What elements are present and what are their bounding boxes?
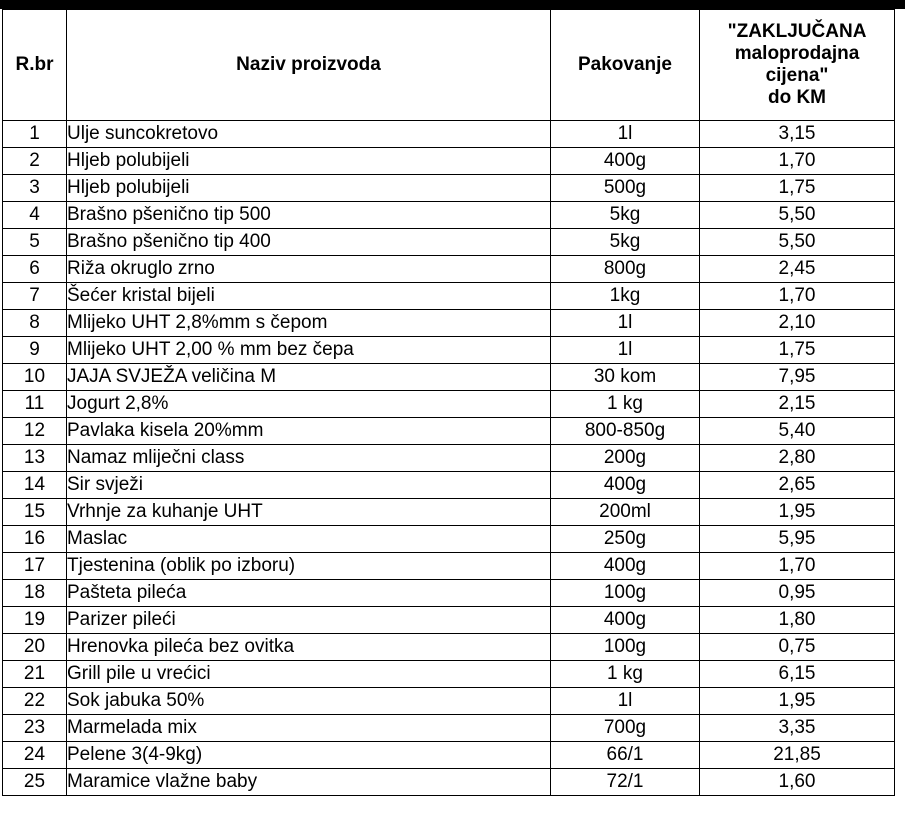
header-price-line: maloprodajna xyxy=(734,43,860,64)
cell-nr: 5 xyxy=(3,229,67,256)
cell-nr: 21 xyxy=(3,661,67,688)
cell-nr: 2 xyxy=(3,148,67,175)
table-row xyxy=(3,715,895,742)
cell-name: Tjestenina (oblik po izboru) xyxy=(67,553,551,580)
cell-pack: 30 kom xyxy=(551,364,700,391)
cell-pack: 800g xyxy=(551,256,700,283)
header-price-line: "ZAKLJUČANA xyxy=(727,21,867,42)
cell-pack: 1l xyxy=(551,121,700,148)
cell-pack: 72/1 xyxy=(551,769,700,796)
cell-name: Hrenovka pileća bez ovitka xyxy=(67,634,551,661)
cell-nr: 12 xyxy=(3,418,67,445)
cell-pack: 800-850g xyxy=(551,418,700,445)
table-row xyxy=(3,148,895,175)
cell-nr: 3 xyxy=(3,175,67,202)
cell-price: 1,70 xyxy=(700,553,895,580)
cell-name: Pelene 3(4-9kg) xyxy=(67,742,551,769)
cell-price: 3,15 xyxy=(700,121,895,148)
table-header xyxy=(3,10,895,121)
cell-nr: 23 xyxy=(3,715,67,742)
table-row xyxy=(3,256,895,283)
cell-pack: 5kg xyxy=(551,229,700,256)
cell-pack: 1kg xyxy=(551,283,700,310)
cell-pack: 200ml xyxy=(551,499,700,526)
cell-pack: 66/1 xyxy=(551,742,700,769)
cell-name: Hljeb polubijeli xyxy=(67,148,551,175)
cell-nr: 19 xyxy=(3,607,67,634)
cell-pack: 400g xyxy=(551,607,700,634)
cell-name: Vrhnje za kuhanje UHT xyxy=(67,499,551,526)
cell-name: Grill pile u vrećici xyxy=(67,661,551,688)
header-price xyxy=(700,10,895,121)
table-body xyxy=(3,121,895,796)
cell-name: Mlijeko UHT 2,8%mm s čepom xyxy=(67,310,551,337)
cell-pack: 400g xyxy=(551,472,700,499)
cell-nr: 20 xyxy=(3,634,67,661)
cell-price: 1,70 xyxy=(700,148,895,175)
cell-nr: 15 xyxy=(3,499,67,526)
cell-price: 2,80 xyxy=(700,445,895,472)
table-row xyxy=(3,418,895,445)
header-price-line: do KM xyxy=(767,87,827,108)
cell-name: Brašno pšenično tip 500 xyxy=(67,202,551,229)
table-row xyxy=(3,634,895,661)
cell-nr: 25 xyxy=(3,769,67,796)
cell-name: Sok jabuka 50% xyxy=(67,688,551,715)
cell-pack: 1 kg xyxy=(551,661,700,688)
cell-price: 5,50 xyxy=(700,229,895,256)
cell-price: 1,95 xyxy=(700,499,895,526)
cell-nr: 11 xyxy=(3,391,67,418)
cell-nr: 17 xyxy=(3,553,67,580)
cell-name: Sir svježi xyxy=(67,472,551,499)
table-row xyxy=(3,445,895,472)
cell-price: 3,35 xyxy=(700,715,895,742)
table-row xyxy=(3,769,895,796)
cell-name: Maslac xyxy=(67,526,551,553)
cell-name: Pavlaka kisela 20%mm xyxy=(67,418,551,445)
table-row xyxy=(3,310,895,337)
table-row xyxy=(3,688,895,715)
price-table xyxy=(2,9,895,796)
top-black-bar xyxy=(0,0,905,9)
cell-pack: 100g xyxy=(551,580,700,607)
cell-name: Hljeb polubijeli xyxy=(67,175,551,202)
cell-pack: 200g xyxy=(551,445,700,472)
cell-nr: 8 xyxy=(3,310,67,337)
header-nr: R.br xyxy=(3,10,67,121)
cell-name: Ulje suncokretovo xyxy=(67,121,551,148)
table-row xyxy=(3,121,895,148)
cell-price: 1,80 xyxy=(700,607,895,634)
cell-nr: 22 xyxy=(3,688,67,715)
cell-nr: 14 xyxy=(3,472,67,499)
cell-nr: 1 xyxy=(3,121,67,148)
cell-nr: 18 xyxy=(3,580,67,607)
cell-price: 2,10 xyxy=(700,310,895,337)
cell-price: 2,15 xyxy=(700,391,895,418)
cell-nr: 9 xyxy=(3,337,67,364)
cell-nr: 13 xyxy=(3,445,67,472)
cell-price: 1,60 xyxy=(700,769,895,796)
cell-pack: 1l xyxy=(551,310,700,337)
table-row xyxy=(3,229,895,256)
cell-name: Mlijeko UHT 2,00 % mm bez čepa xyxy=(67,337,551,364)
price-list-sheet xyxy=(2,9,894,796)
cell-nr: 16 xyxy=(3,526,67,553)
cell-price: 0,75 xyxy=(700,634,895,661)
header-pack: Pakovanje xyxy=(551,10,700,121)
table-row xyxy=(3,661,895,688)
table-row xyxy=(3,202,895,229)
cell-price: 0,95 xyxy=(700,580,895,607)
table-row xyxy=(3,391,895,418)
header-name: Naziv proizvoda xyxy=(67,10,551,121)
cell-name: Šećer kristal bijeli xyxy=(67,283,551,310)
cell-price: 1,70 xyxy=(700,283,895,310)
table-row xyxy=(3,742,895,769)
cell-name: Jogurt 2,8% xyxy=(67,391,551,418)
table-row xyxy=(3,337,895,364)
table-row xyxy=(3,175,895,202)
cell-price: 2,45 xyxy=(700,256,895,283)
table-row xyxy=(3,580,895,607)
table-row xyxy=(3,364,895,391)
cell-nr: 4 xyxy=(3,202,67,229)
cell-pack: 5kg xyxy=(551,202,700,229)
cell-pack: 400g xyxy=(551,148,700,175)
header-row xyxy=(3,10,895,121)
cell-name: Pašteta pileća xyxy=(67,580,551,607)
cell-nr: 7 xyxy=(3,283,67,310)
cell-name: Marmelada mix xyxy=(67,715,551,742)
cell-name: Brašno pšenično tip 400 xyxy=(67,229,551,256)
cell-pack: 1l xyxy=(551,688,700,715)
cell-name: Namaz mliječni class xyxy=(67,445,551,472)
cell-price: 1,95 xyxy=(700,688,895,715)
cell-price: 6,15 xyxy=(700,661,895,688)
cell-pack: 400g xyxy=(551,553,700,580)
cell-price: 5,40 xyxy=(700,418,895,445)
header-price-line: cijena" xyxy=(765,65,829,86)
table-row xyxy=(3,499,895,526)
table-row xyxy=(3,526,895,553)
cell-nr: 10 xyxy=(3,364,67,391)
cell-price: 2,65 xyxy=(700,472,895,499)
cell-pack: 700g xyxy=(551,715,700,742)
cell-nr: 6 xyxy=(3,256,67,283)
cell-price: 1,75 xyxy=(700,337,895,364)
table-row xyxy=(3,607,895,634)
cell-pack: 1l xyxy=(551,337,700,364)
cell-name: Maramice vlažne baby xyxy=(67,769,551,796)
table-row xyxy=(3,283,895,310)
cell-pack: 500g xyxy=(551,175,700,202)
cell-price: 5,95 xyxy=(700,526,895,553)
cell-name: Riža okruglo zrno xyxy=(67,256,551,283)
table-row xyxy=(3,553,895,580)
table-row xyxy=(3,472,895,499)
cell-pack: 100g xyxy=(551,634,700,661)
cell-name: JAJA SVJEŽA veličina M xyxy=(67,364,551,391)
cell-price: 1,75 xyxy=(700,175,895,202)
cell-pack: 1 kg xyxy=(551,391,700,418)
cell-price: 5,50 xyxy=(700,202,895,229)
cell-pack: 250g xyxy=(551,526,700,553)
cell-price: 7,95 xyxy=(700,364,895,391)
cell-price: 21,85 xyxy=(700,742,895,769)
cell-nr: 24 xyxy=(3,742,67,769)
cell-name: Parizer pileći xyxy=(67,607,551,634)
